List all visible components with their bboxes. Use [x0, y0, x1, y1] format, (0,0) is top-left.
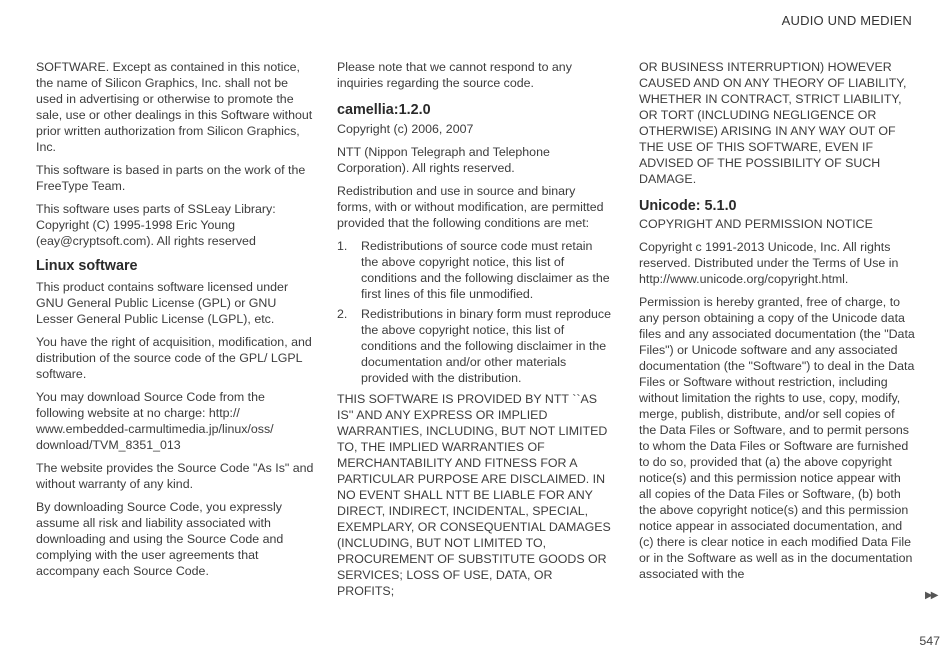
heading-unicode: Unicode: 5.1.0	[639, 198, 737, 214]
continue-arrow-icon: ▶▶	[925, 590, 937, 601]
list-item	[337, 306, 613, 386]
paragraph: By downloading Source Code, you expressly assume all risk and liability associated with downloading and using the Source Code and complying with the user agreements that accompany each Source Code.	[36, 500, 284, 578]
list-number: 2.	[337, 307, 348, 321]
section-title: AUDIO UND MEDIEN	[781, 13, 912, 28]
paragraph: Copyright (c) 2006, 2007	[337, 122, 474, 136]
paragraph-disclaimer: OR BUSINESS INTERRUPTION) HOWEVER CAUSED AND ON ANY THEORY OF LIABILITY, WHETHER IN CONTRACT, STRICT LIABILITY, OR TORT (INCLUDING NEGLIGENCE OR OTHERWISE) ARISING IN ANY WAY OUT OF THE USE OF THIS SOFTWARE, EVEN IF ADVISED OF THE POSSIBILITY OF SUCH DAMAGE.	[639, 60, 907, 186]
paragraph: COPYRIGHT AND PERMISSION NOTICE	[639, 217, 873, 231]
paragraph-disclaimer: THIS SOFTWARE IS PROVIDED BY NTT ``AS IS'' AND ANY EXPRESS OR IMPLIED WARRANTIES, INCLUDING, BUT NOT LIMITED TO, THE IMPLIED WARRANTIES OF MERCHANTABILITY AND FITNESS FOR A PARTICULAR PURPOSE ARE DISCLAIMED. IN NO EVENT SHALL NTT BE LIABLE FOR ANY DIRECT, INDIRECT, INCIDENTAL, SPECIAL, EXEMPLARY, OR CONSEQUENTIAL DAMAGES (INCLUDING, BUT NOT LIMITED TO, PROCUREMENT OF SUBSTITUTE GOODS OR SERVICES; LOSS OF USE, DATA, OR PROFITS;	[337, 392, 611, 598]
paragraph: Permission is hereby granted, free of charge, to any person obtaining a copy of the Unicode data files and any associated documentation (the "Data Files") or Unicode software and any associated documentation (the "Software") to deal in the Data Files or Software without restriction, including without limitation the rights to use, copy, modify, merge, publish, distribute, and/or sell copies of the Data Files or Software, and to permit persons to whom the Data Files or Software are furnished to do so, provided that (a) the above copyright notice(s) and this permission notice appear with all copies of the Data Files or Software, (b) both the above copyright notice(s) and this permission notice appear in associated documentation, and (c) there is clear notice in each modified Data File or in the Software as well as in the documentation associated with the	[639, 295, 915, 581]
paragraph-download-url: You may download Source Code from the following website at no charge: http:// www.embedded-carmultimedia.jp/linux/oss/ download/TVM_8351_013	[36, 390, 274, 452]
paragraph: Redistribution and use in source and binary forms, with or without modification, are permitted provided that the following conditions are met:	[337, 184, 604, 230]
list-number: 1.	[337, 239, 348, 253]
list-item	[337, 238, 613, 302]
text-column-1	[36, 59, 314, 586]
page-number: 547	[919, 634, 940, 648]
paragraph: This software is based in parts on the work of the FreeType Team.	[36, 163, 306, 193]
list-item-text: Redistributions of source code must retain the above copyright notice, this list of conditions and the following disclaimer as the first lines of this file unmodified.	[361, 239, 610, 301]
paragraph: Copyright c 1991-2013 Unicode, Inc. All rights reserved. Distributed under the Terms of Use in http://www.unicode.org/copyright.html.	[639, 240, 899, 286]
paragraph: The website provides the Source Code "As Is" and without warranty of any kind.	[36, 461, 314, 491]
heading-camellia: camellia:1.2.0	[337, 102, 431, 118]
paragraph: This software uses parts of SSLeay Library: Copyright (C) 1995-1998 Eric Young (eay@cryptsoft.com). All rights reserved	[36, 202, 276, 248]
heading-linux-software: Linux software	[36, 258, 138, 274]
list-item-text: Redistributions in binary form must reproduce the above copyright notice, this list of conditions and the following disclaimer in the documentation and/or other materials provided with the distribution.	[361, 307, 611, 385]
paragraph: SOFTWARE. Except as contained in this notice, the name of Silicon Graphics, Inc. shall not be used in advertising or otherwise to promote the sale, use or other dealings in this Software without prior written authorization from Silicon Graphics, Inc.	[36, 60, 313, 154]
text-column-2	[337, 59, 613, 606]
conditions-list	[337, 238, 613, 386]
text-column-3	[639, 59, 915, 589]
paragraph: NTT (Nippon Telegraph and Telephone Corporation). All rights reserved.	[337, 145, 550, 175]
paragraph: Please note that we cannot respond to any inquiries regarding the source code.	[337, 60, 572, 90]
paragraph: You have the right of acquisition, modification, and distribution of the source code of the GPL/ LGPL software.	[36, 335, 312, 381]
paragraph: This product contains software licensed under GNU General Public License (GPL) or GNU Lesser General Public License (LGPL), etc.	[36, 280, 289, 326]
